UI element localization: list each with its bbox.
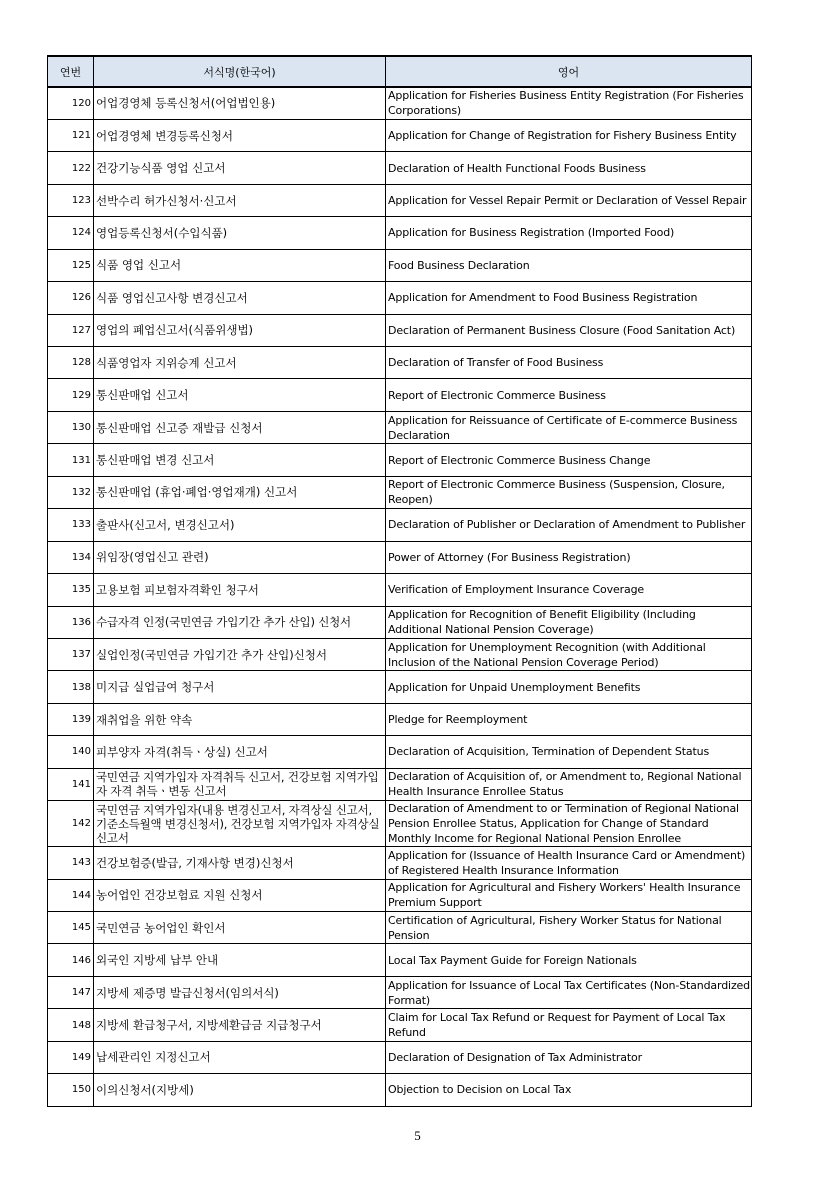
form-name-english: Application for Issuance of Local Tax Certificates (Non-Standardized Format) [386,976,752,1008]
form-name-english: Application for Vessel Repair Permit or Declaration of Vessel Repair [386,184,752,216]
row-number: 128 [48,347,94,379]
form-name-english: Declaration of Publisher or Declaration of Amendment to Publisher [386,509,752,541]
row-number: 146 [48,944,94,976]
table-row [48,152,752,184]
table-row [48,671,752,703]
form-name-korean: 식품 영업신고사항 변경신고서 [94,282,386,314]
header-korean: 서식명(한국어) [94,56,386,87]
form-name-korean: 농어업인 건강보험료 지원 신청서 [94,879,386,911]
table-row [48,1041,752,1073]
table-row [48,184,752,216]
table-row [48,87,752,119]
table-row [48,1009,752,1041]
form-name-korean: 출판사(신고서, 변경신고서) [94,509,386,541]
form-name-english: Application for Unpaid Unemployment Benefits [386,671,752,703]
row-number: 126 [48,282,94,314]
row-number: 134 [48,541,94,573]
row-number: 131 [48,444,94,476]
row-number: 150 [48,1074,94,1106]
row-number: 149 [48,1041,94,1073]
form-name-korean: 미지급 실업급여 청구서 [94,671,386,703]
form-name-english: Application for Reissuance of Certificate of E-commerce Business Declaration [386,411,752,443]
row-number: 147 [48,976,94,1008]
row-number: 124 [48,217,94,249]
row-number: 133 [48,509,94,541]
table-row [48,736,752,768]
table-row [48,411,752,443]
table-row [48,119,752,151]
table-row [48,606,752,638]
form-name-korean: 고용보험 피보험자격확인 청구서 [94,574,386,606]
form-name-korean: 통신판매업 (휴업·폐업·영업재개) 신고서 [94,476,386,508]
header-english: 영어 [386,56,752,87]
table-row [48,976,752,1008]
form-name-english: Declaration of Amendment to or Termination of Regional National Pension Enrollee Status, Application for Change of Standard Monthly Income for Regional National Pension Enrollee [386,801,752,847]
form-name-english: Power of Attorney (For Business Registration) [386,541,752,573]
form-name-korean: 식품영업자 지위승계 신고서 [94,347,386,379]
form-name-english: Application for Change of Registration for Fishery Business Entity [386,119,752,151]
form-name-korean: 영업의 폐업신고서(식품위생법) [94,314,386,346]
header-number: 연번 [48,56,94,87]
form-name-english: Application for Fisheries Business Entity Registration (For Fisheries Corporations) [386,87,752,119]
table-row [48,379,752,411]
form-name-english: Application for (Issuance of Health Insurance Card or Amendment) of Registered Health Insurance Information [386,847,752,879]
row-number: 129 [48,379,94,411]
row-number: 123 [48,184,94,216]
table-row [48,476,752,508]
row-number: 139 [48,703,94,735]
form-name-english: Declaration of Permanent Business Closure (Food Sanitation Act) [386,314,752,346]
form-name-english: Report of Electronic Commerce Business [386,379,752,411]
form-name-english: Application for Business Registration (Imported Food) [386,217,752,249]
form-name-korean: 외국인 지방세 납부 안내 [94,944,386,976]
form-name-english: Local Tax Payment Guide for Foreign Nationals [386,944,752,976]
table-row [48,847,752,879]
row-number: 122 [48,152,94,184]
row-number: 145 [48,912,94,944]
table-row [48,801,752,847]
form-name-korean: 식품 영업 신고서 [94,249,386,281]
form-name-english: Claim for Local Tax Refund or Request for Payment of Local Tax Refund [386,1009,752,1041]
row-number: 144 [48,879,94,911]
form-name-english: Declaration of Designation of Tax Administrator [386,1041,752,1073]
form-name-english: Application for Amendment to Food Business Registration [386,282,752,314]
form-name-korean: 국민연금 지역가입자 자격취득 신고서, 건강보험 지역가입자 자격 취득ㆍ변동 신고서 [94,768,386,800]
table-row [48,638,752,670]
table-row [48,768,752,800]
form-name-english: Application for Agricultural and Fishery Workers' Health Insurance Premium Support [386,879,752,911]
form-name-korean: 영업등록신청서(수입식품) [94,217,386,249]
form-name-english: Food Business Declaration [386,249,752,281]
form-name-korean: 어업경영체 등록신청서(어업법인용) [94,87,386,119]
table-row [48,574,752,606]
form-name-korean: 위임장(영업신고 관련) [94,541,386,573]
form-name-korean: 납세관리인 지정신고서 [94,1041,386,1073]
forms-table [47,55,752,1107]
table-row [48,314,752,346]
form-name-korean: 실업인정(국민연금 가입기간 추가 산입)신청서 [94,638,386,670]
form-name-korean: 지방세 제증명 발급신청서(임의서식) [94,976,386,1008]
table-row [48,282,752,314]
form-name-korean: 국민연금 농어업인 확인서 [94,912,386,944]
table-row [48,944,752,976]
form-name-korean: 이의신청서(지방세) [94,1074,386,1106]
form-name-korean: 재취업을 위한 약속 [94,703,386,735]
form-name-english: Application for Unemployment Recognition (with Additional Inclusion of the National Pension Coverage Period) [386,638,752,670]
row-number: 137 [48,638,94,670]
row-number: 120 [48,87,94,119]
table-row [48,509,752,541]
table-row [48,347,752,379]
form-name-korean: 선박수리 허가신청서·신고서 [94,184,386,216]
table-row [48,444,752,476]
form-name-english: Declaration of Acquisition of, or Amendment to, Regional National Health Insurance Enrollee Status [386,768,752,800]
row-number: 141 [48,768,94,800]
form-name-english: Declaration of Transfer of Food Business [386,347,752,379]
form-name-english: Report of Electronic Commerce Business (Suspension, Closure, Reopen) [386,476,752,508]
form-name-korean: 수급자격 인정(국민연금 가입기간 추가 산입) 신청서 [94,606,386,638]
table-row [48,879,752,911]
row-number: 136 [48,606,94,638]
table-row [48,249,752,281]
form-name-korean: 국민연금 지역가입자(내용 변경신고서, 자격상실 신고서, 기준소득월액 변경신청서), 건강보험 지역가입자 자격상실 신고서 [94,801,386,847]
table-row [48,1074,752,1106]
row-number: 138 [48,671,94,703]
form-name-english: Verification of Employment Insurance Coverage [386,574,752,606]
form-name-english: Report of Electronic Commerce Business Change [386,444,752,476]
row-number: 121 [48,119,94,151]
table-body [48,87,752,1106]
page-number: 5 [414,1128,421,1143]
row-number: 142 [48,801,94,847]
table-row [48,912,752,944]
table-row [48,217,752,249]
row-number: 135 [48,574,94,606]
form-name-english: Declaration of Acquisition, Termination of Dependent Status [386,736,752,768]
form-name-korean: 통신판매업 신고증 재발급 신청서 [94,411,386,443]
form-name-korean: 피부양자 자격(취득ㆍ상실) 신고서 [94,736,386,768]
row-number: 148 [48,1009,94,1041]
row-number: 125 [48,249,94,281]
form-name-korean: 어업경영체 변경등록신청서 [94,119,386,151]
row-number: 132 [48,476,94,508]
form-name-korean: 지방세 환급청구서, 지방세환급금 지급청구서 [94,1009,386,1041]
form-name-english: Objection to Decision on Local Tax [386,1074,752,1106]
table-header [48,56,752,87]
table-row [48,541,752,573]
form-name-english: Pledge for Reemployment [386,703,752,735]
table-row [48,703,752,735]
row-number: 140 [48,736,94,768]
form-name-korean: 통신판매업 신고서 [94,379,386,411]
form-name-korean: 건강보험증(발급, 기재사항 변경)신청서 [94,847,386,879]
row-number: 127 [48,314,94,346]
form-name-korean: 건강기능식품 영업 신고서 [94,152,386,184]
form-name-korean: 통신판매업 변경 신고서 [94,444,386,476]
form-name-english: Application for Recognition of Benefit Eligibility (Including Additional National Pension Coverage) [386,606,752,638]
form-name-english: Certification of Agricultural, Fishery Worker Status for National Pension [386,912,752,944]
row-number: 130 [48,411,94,443]
form-name-english: Declaration of Health Functional Foods Business [386,152,752,184]
row-number: 143 [48,847,94,879]
